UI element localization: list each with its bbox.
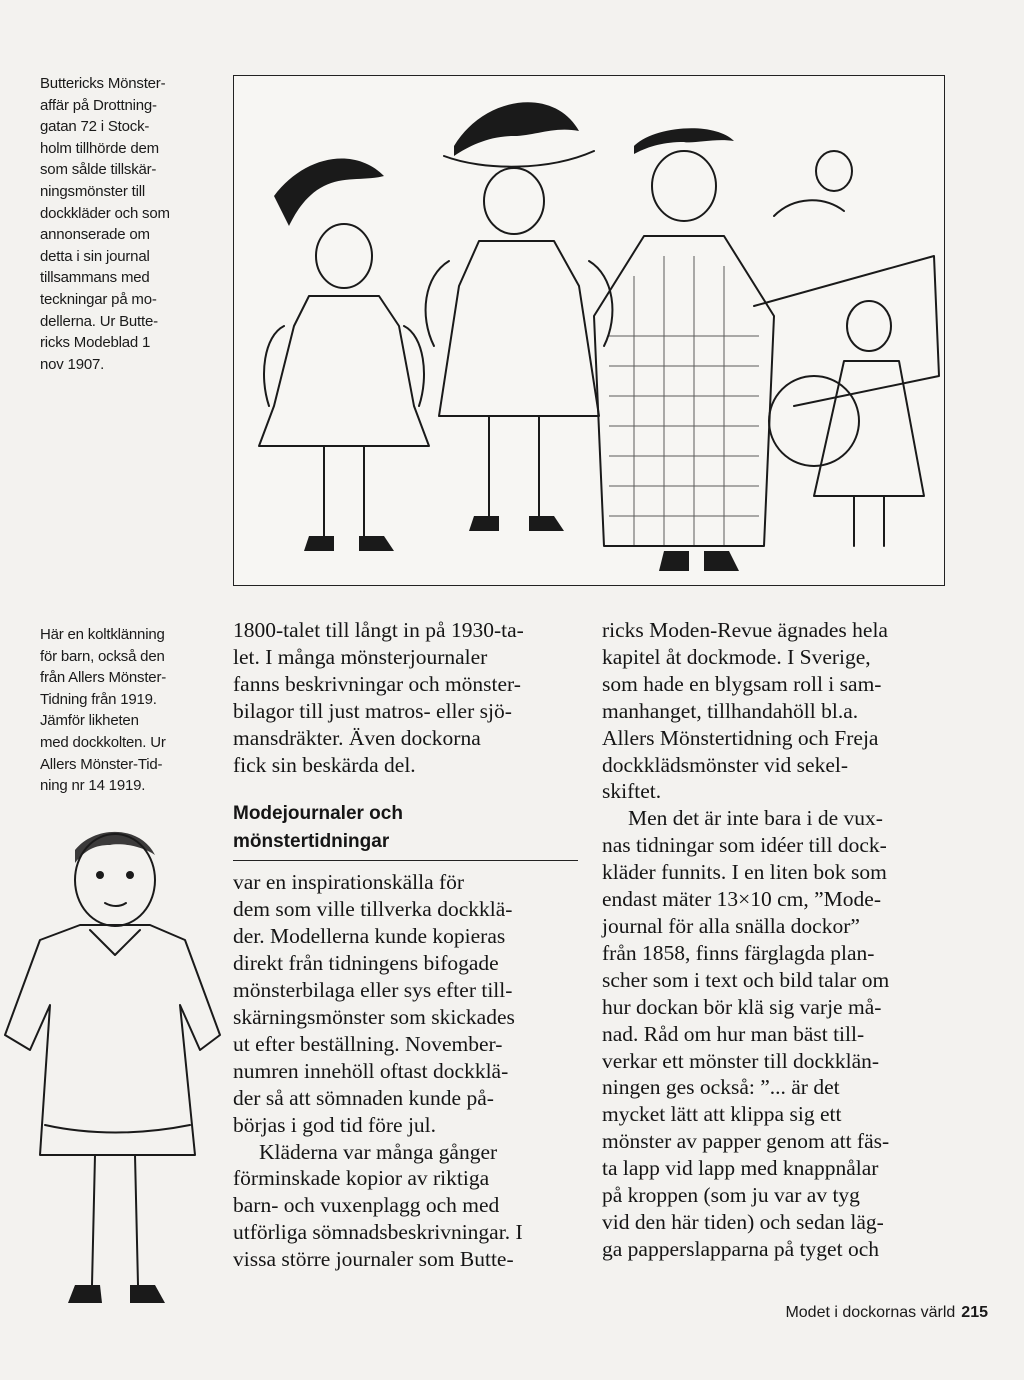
doll-figure-3 <box>594 128 774 571</box>
child-dress-drawing <box>0 815 230 1325</box>
text-column-right: ricks Moden-Revue ägnades hela kapitel åt dockmode. I Sverige, som hade en blygsam roll i sam- manhanget, tillhandahöll bl.a. Allers Mönstertidning och Freja dockklädsmönster vid sekel- skiftet. Men det är inte bara i de vux- nas tidningar som idéer till dock- kläder funnits. I en liten bok som endast mäter 13×10 cm, ”Mode- journal för alla snälla dockor” från 1858, finns färglagda plan- scher som i text och bild talar om hur dockan bör klä sig varje må- nad. Råd om hur man bäst till- verkar ett mönster till dockklän- ningen ges också: ”... är det mycket lätt att klippa sig ett mönster av papper genom att fäs- ta lapp vid lapp med knappnålar på kroppen (som ju var av tyg vid den här tiden) och sedan läg- ga papperslapparna på tyget och <box>602 618 890 1261</box>
doll-figure-1 <box>259 159 429 551</box>
doll-illustration <box>233 75 945 586</box>
caption-bottom: Här en koltklänning för barn, också den från Allers Mönster- Tidning från 1919. Jämför likheten med dockkolten. Ur Allers Mönster-Tid- ning nr 14 1919. <box>40 626 167 795</box>
page-footer <box>785 1304 988 1322</box>
child-illustration <box>0 815 230 1325</box>
section-heading: Modejournaler och mönstertidningar <box>233 800 578 861</box>
doll-figure-2 <box>426 102 613 531</box>
page-number: 215 <box>961 1304 988 1321</box>
doll-figure-4 <box>814 151 924 546</box>
caption-top: Buttericks Mönster- affär på Drottning- gatan 72 i Stock- holm tillhörde dem som sålde tillskär- ningsmönster till dockkläder och som annonserade om detta i sin journal tillsammans med teckningar på mo- dellerna. Ur Butte- ricks Modeblad 1 nov 1907. <box>40 75 170 373</box>
dolls-drawing <box>234 76 943 584</box>
text-column-middle: 1800-talet till långt in på 1930-ta- let. I många mönsterjournaler fanns beskrivningar och mönster- bilagor till just matros- eller sjö- mansdräkter. Även dockorna fick sin beskärda del. Modejournaler och mönstertidningar var en inspirationskälla för dem som ville tillverka dockklä- der. Modellerna kunde kopieras direkt från tidningens bifogade mönsterbilaga eller sys efter till- skärningsmönster som skickades ut efter beställning. November- numren innehöll oftast dockklä- der så att sömnaden kunde på- börjas i god tid före jul. Kläderna var många gånger förminskade kopior av riktiga barn- och vuxenplagg och med utförliga sömnadsbeskrivningar. I vissa större journaler som Butte- <box>233 617 578 1273</box>
book-title: Modet i dockornas värld <box>785 1304 956 1321</box>
